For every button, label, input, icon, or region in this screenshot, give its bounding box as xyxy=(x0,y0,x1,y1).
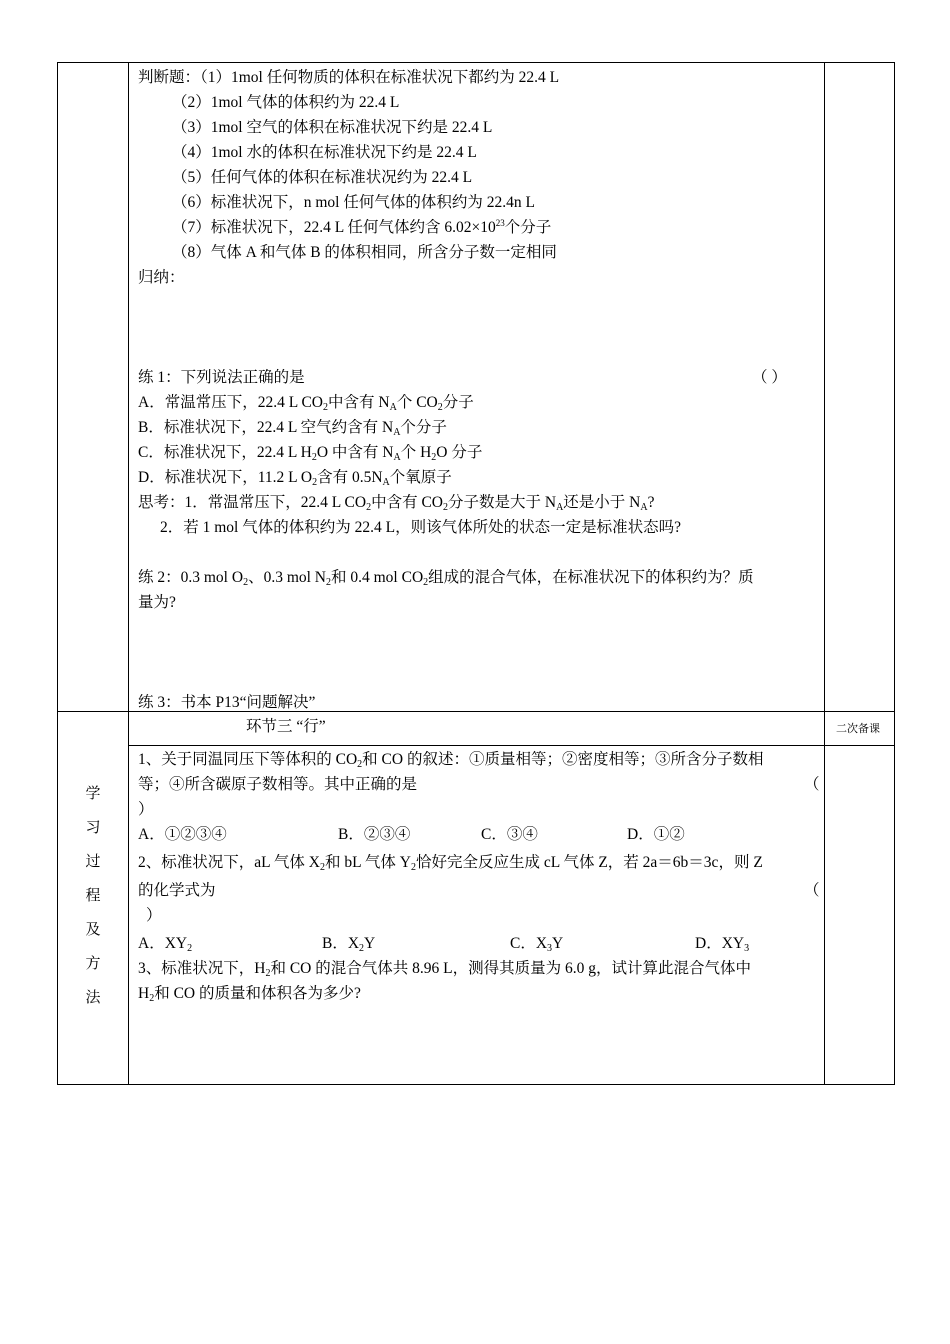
section2-header: 环节三 “行” xyxy=(246,718,326,735)
question-1-paren-left: （ xyxy=(804,776,820,793)
left-label-char: 学 xyxy=(85,784,101,802)
summary-label: 归纳： xyxy=(138,269,185,286)
question-2-paren-right: ） xyxy=(146,907,162,924)
q2-option-a: A．$XY_2$ xyxy=(138,935,193,954)
left-label-char: 程 xyxy=(85,886,101,904)
judge-title: 判断题：（1）1mol 任何物质的体积在标准状况下都约为 22.4 L xyxy=(138,69,560,86)
q1-option-a: A．①②③④ xyxy=(138,826,227,843)
judge-item-3: （3）1mol 空气的体积在标准状况下约是 22.4 L xyxy=(172,119,493,136)
left-label-char: 法 xyxy=(85,988,101,1006)
think-question-2: 2．若 1 mol 气体的体积约为 22.4 L，则该气体所处的状态一定是标准状态吗? xyxy=(160,519,681,536)
exercise-1-title: 练 1：下列说法正确的是 （ ） xyxy=(138,365,818,390)
side-note: 二次备课 xyxy=(836,722,880,735)
question-2-options xyxy=(138,931,818,956)
col-divider-right xyxy=(824,63,825,1084)
exercise-1-option-a: A．常温常压下，22.4 L $CO_2$中含有 $N_A$个 $CO_2$分子 xyxy=(138,394,474,413)
q1-option-c: C．③④ xyxy=(481,826,538,843)
left-label-char: 习 xyxy=(85,818,101,836)
exercise-1-option-b: B．标准状况下，22.4 L 空气约含有 $N_A$个分子 xyxy=(138,419,447,438)
question-1-line1: 1、关于同温同压下等体积的 $CO_2$和 CO 的叙述：①质量相等；②密度相等；③所含分子数相 xyxy=(138,751,764,770)
q2-option-d: D．$XY_3$ xyxy=(695,935,750,954)
col-divider-left xyxy=(128,63,129,1084)
think-question-1: 思考：1．常温常压下，22.4 L $CO_2$中含有 $CO_2$分子数是大于 $N_A$还是小于 $N_A$? xyxy=(138,494,655,513)
q2-option-c: C．$X_3Y$ xyxy=(510,935,564,954)
question-1-line2: 等；④所含碳原子数相等。其中正确的是 （ xyxy=(138,772,818,797)
question-1-paren-right: ） xyxy=(138,801,154,818)
left-label-char: 过 xyxy=(85,852,101,870)
judge-item-6: （6）标准状况下，n mol 任何气体的体积约为 22.4n L xyxy=(172,194,535,211)
question-1-options xyxy=(138,822,818,847)
question-3-line2: $H_2$和 CO 的质量和体积各为多少? xyxy=(138,985,361,1004)
exercise-3: 练 3：书本 P13“问题解决” xyxy=(138,694,316,711)
row-divider-2 xyxy=(128,745,894,746)
left-label-column xyxy=(58,776,128,1014)
q1-option-b: B．②③④ xyxy=(338,826,411,843)
section1-content xyxy=(138,65,818,715)
exercise-1-option-c: C．标准状况下，22.4 L $H_2O$ 中含有 $N_A$个 $H_2O$ 分子 xyxy=(138,444,483,463)
judge-item-5: （5）任何气体的体积在标准状况约为 22.4 L xyxy=(172,169,473,186)
judge-item-8: （8）气体 A 和气体 B 的体积相同，所含分子数一定相同 xyxy=(172,244,557,261)
question-2-line2: 的化学式为 （ xyxy=(138,878,818,903)
left-label-char: 方 xyxy=(85,954,101,972)
exercise-2: 练 2：0.3 mol $O_2$、0.3 mol $N_2$和 0.4 mol $CO_2$组成的混合气体，在标准状况下的体积约为？质 xyxy=(138,569,754,588)
exercise-1-option-d: D．标准状况下，11.2 L $O_2$含有 $0.5N_A$个氧原子 xyxy=(138,469,452,488)
judge-item-2: （2）1mol 气体的体积约为 22.4 L xyxy=(172,94,400,111)
question-3-line1: 3、标准状况下，$H_2$和 CO 的混合气体共 8.96 L，测得其质量为 6.0 g，试计算此混合气体中 xyxy=(138,960,751,979)
exercise-1-paren: （ ） xyxy=(752,369,787,386)
judge-item-7: （7）标准状况下，22.4 L 任何气体约含 $6.02\times 10^{23}$个分子 xyxy=(172,218,552,236)
question-2-paren-left: （ xyxy=(804,882,820,899)
section2-content xyxy=(138,747,818,1006)
q2-option-b: B．$X_2Y$ xyxy=(322,935,376,954)
lesson-table xyxy=(57,62,895,1085)
exercise-2-line2: 量为? xyxy=(138,594,176,611)
judge-item-4: （4）1mol 水的体积在标准状况下约是 22.4 L xyxy=(172,144,477,161)
left-label-char: 及 xyxy=(85,920,101,938)
q1-option-d: D．①② xyxy=(627,826,685,843)
question-2-line1: 2、标准状况下，aL 气体 $X_2$和 bL 气体 $Y_2$恰好完全反应生成 cL 气体 Z，若 2a＝6b＝3c，则 Z xyxy=(138,854,763,873)
